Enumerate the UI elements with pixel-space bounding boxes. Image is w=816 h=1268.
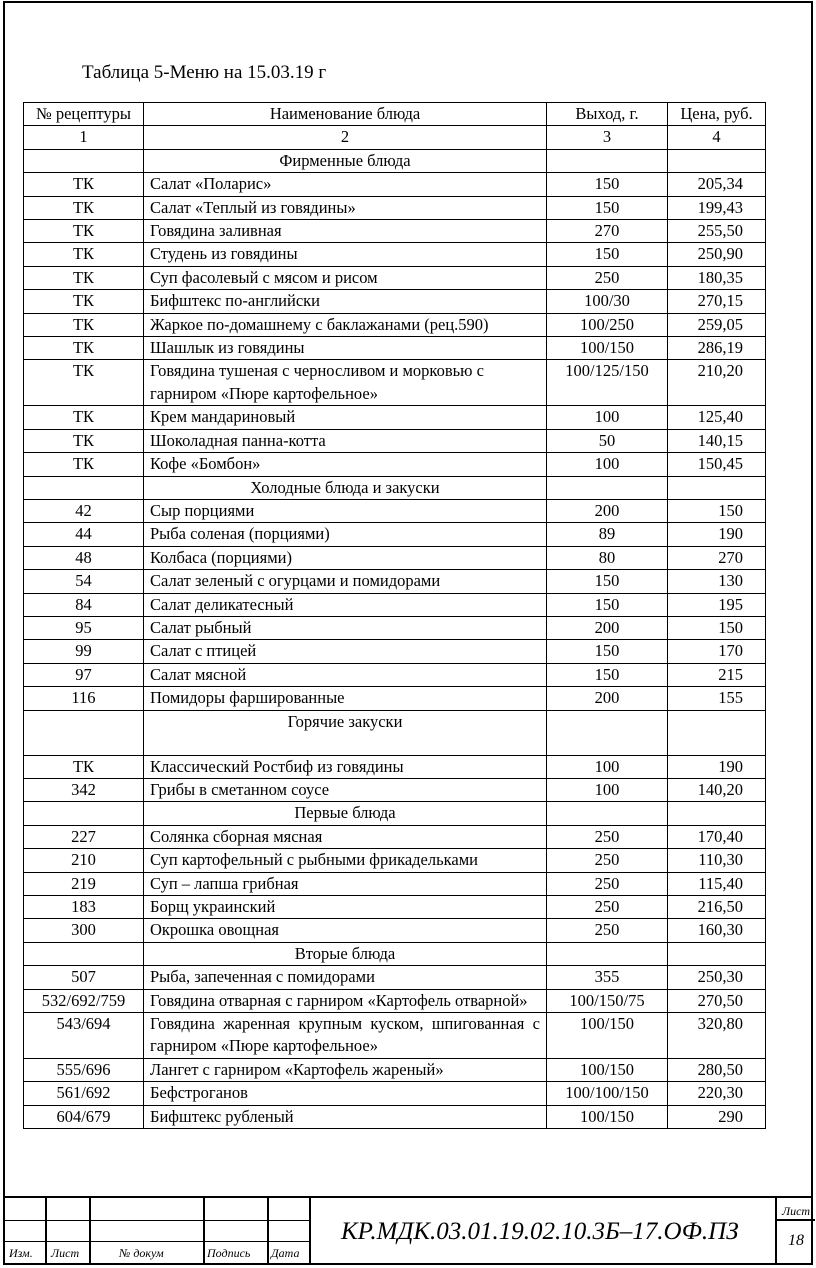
recipe-number: ТК bbox=[24, 755, 144, 778]
dish-name: Салат деликатесный bbox=[144, 593, 547, 616]
recipe-number: ТК bbox=[24, 173, 144, 196]
dish-output: 100/125/150 bbox=[547, 360, 668, 406]
stamp-label-sheet: Лист bbox=[51, 1246, 80, 1260]
section-empty-cell bbox=[668, 149, 766, 172]
dish-price: 270 bbox=[668, 546, 766, 569]
recipe-number: 183 bbox=[24, 896, 144, 919]
dish-output: 200 bbox=[547, 616, 668, 639]
dish-output: 150 bbox=[547, 196, 668, 219]
menu-item-row bbox=[24, 337, 766, 360]
dish-output: 150 bbox=[547, 570, 668, 593]
menu-item-row bbox=[24, 989, 766, 1012]
dish-output: 100 bbox=[547, 406, 668, 429]
dish-price: 190 bbox=[668, 523, 766, 546]
section-title: Горячие закуски bbox=[144, 710, 547, 755]
dish-price: 140,20 bbox=[668, 778, 766, 801]
section-title: Холодные блюда и закуски bbox=[144, 476, 547, 499]
dish-output: 150 bbox=[547, 663, 668, 686]
dish-output: 100 bbox=[547, 778, 668, 801]
dish-price: 150 bbox=[668, 499, 766, 522]
recipe-number: ТК bbox=[24, 360, 144, 406]
stamp-label-document: № докум bbox=[119, 1246, 164, 1260]
dish-name: Рыба, запеченная с помидорами bbox=[144, 966, 547, 989]
menu-item-row bbox=[24, 919, 766, 942]
dish-price: 195 bbox=[668, 593, 766, 616]
recipe-number: 84 bbox=[24, 593, 144, 616]
section-title: Вторые блюда bbox=[144, 942, 547, 965]
section-empty-cell bbox=[24, 476, 144, 499]
dish-price: 199,43 bbox=[668, 196, 766, 219]
menu-item-row bbox=[24, 570, 766, 593]
dish-output: 100 bbox=[547, 755, 668, 778]
stamp-divider bbox=[45, 1198, 47, 1265]
menu-item-row bbox=[24, 755, 766, 778]
sheet-label: Лист bbox=[781, 1204, 811, 1218]
dish-price: 216,50 bbox=[668, 896, 766, 919]
dish-price: 150,45 bbox=[668, 453, 766, 476]
recipe-number: 54 bbox=[24, 570, 144, 593]
stamp-divider bbox=[3, 1241, 309, 1242]
section-row bbox=[24, 942, 766, 965]
stamp-label-signature: Подпись bbox=[207, 1246, 251, 1260]
section-empty-cell bbox=[547, 149, 668, 172]
menu-item-row bbox=[24, 825, 766, 848]
column-number: 3 bbox=[547, 126, 668, 149]
menu-item-row bbox=[24, 1058, 766, 1081]
dish-price: 280,50 bbox=[668, 1058, 766, 1081]
dish-name: Помидоры фаршированные bbox=[144, 687, 547, 710]
dish-output: 355 bbox=[547, 966, 668, 989]
section-empty-cell bbox=[24, 942, 144, 965]
section-empty-cell bbox=[668, 802, 766, 825]
dish-price: 160,30 bbox=[668, 919, 766, 942]
recipe-number: 97 bbox=[24, 663, 144, 686]
section-empty-cell bbox=[24, 149, 144, 172]
title-block bbox=[3, 1196, 813, 1267]
menu-item-row bbox=[24, 663, 766, 686]
dish-name: Лангет с гарниром «Картофель жареный» bbox=[144, 1058, 547, 1081]
dish-output: 200 bbox=[547, 499, 668, 522]
section-title: Фирменные блюда bbox=[144, 149, 547, 172]
recipe-number: ТК bbox=[24, 290, 144, 313]
dish-price: 290 bbox=[668, 1105, 766, 1128]
column-number: 2 bbox=[144, 126, 547, 149]
recipe-number: 342 bbox=[24, 778, 144, 801]
recipe-number: 300 bbox=[24, 919, 144, 942]
recipe-number: ТК bbox=[24, 266, 144, 289]
dish-name: Говядина заливная bbox=[144, 220, 547, 243]
dish-name: Суп – лапша грибная bbox=[144, 872, 547, 895]
column-number: 4 bbox=[668, 126, 766, 149]
recipe-number: ТК bbox=[24, 196, 144, 219]
recipe-number: 219 bbox=[24, 872, 144, 895]
recipe-number: 44 bbox=[24, 523, 144, 546]
menu-item-row bbox=[24, 640, 766, 663]
dish-output: 270 bbox=[547, 220, 668, 243]
dish-name: Жаркое по-домашнему с баклажанами (рец.590) bbox=[144, 313, 547, 336]
dish-output: 100 bbox=[547, 453, 668, 476]
menu-item-row bbox=[24, 220, 766, 243]
stamp-divider bbox=[777, 1219, 815, 1221]
dish-name: Крем мандариновый bbox=[144, 406, 547, 429]
recipe-number: ТК bbox=[24, 337, 144, 360]
dish-name: Суп картофельный с рыбными фрикадельками bbox=[144, 849, 547, 872]
dish-name: Окрошка овощная bbox=[144, 919, 547, 942]
stamp-divider bbox=[203, 1198, 205, 1265]
dish-price: 286,19 bbox=[668, 337, 766, 360]
menu-item-row bbox=[24, 266, 766, 289]
dish-name: Салат «Поларис» bbox=[144, 173, 547, 196]
dish-name: Грибы в сметанном соусе bbox=[144, 778, 547, 801]
dish-name: Салат зеленый с огурцами и помидорами bbox=[144, 570, 547, 593]
dish-name: Салат с птицей bbox=[144, 640, 547, 663]
recipe-number: 210 bbox=[24, 849, 144, 872]
stamp-divider bbox=[89, 1198, 91, 1265]
dish-name: Салат мясной bbox=[144, 663, 547, 686]
column-number-row bbox=[24, 126, 766, 149]
dish-price: 250,90 bbox=[668, 243, 766, 266]
dish-price: 220,30 bbox=[668, 1082, 766, 1105]
dish-output: 100/100/150 bbox=[547, 1082, 668, 1105]
menu-item-row bbox=[24, 173, 766, 196]
dish-name: Рыба соленая (порциями) bbox=[144, 523, 547, 546]
section-empty-cell bbox=[547, 710, 668, 755]
dish-output: 250 bbox=[547, 896, 668, 919]
dish-price: 130 bbox=[668, 570, 766, 593]
dish-price: 205,34 bbox=[668, 173, 766, 196]
menu-item-row bbox=[24, 546, 766, 569]
dish-price: 140,15 bbox=[668, 429, 766, 452]
menu-table bbox=[23, 102, 766, 1129]
dish-output: 200 bbox=[547, 687, 668, 710]
dish-output: 80 bbox=[547, 546, 668, 569]
recipe-number: 227 bbox=[24, 825, 144, 848]
section-row bbox=[24, 476, 766, 499]
menu-item-row bbox=[24, 896, 766, 919]
recipe-number: ТК bbox=[24, 429, 144, 452]
dish-name: Салат рыбный bbox=[144, 616, 547, 639]
recipe-number: ТК bbox=[24, 406, 144, 429]
dish-price: 190 bbox=[668, 755, 766, 778]
dish-price: 170,40 bbox=[668, 825, 766, 848]
dish-output: 150 bbox=[547, 173, 668, 196]
dish-output: 100/150 bbox=[547, 1013, 668, 1059]
recipe-number: 116 bbox=[24, 687, 144, 710]
dish-name: Классический Ростбиф из говядины bbox=[144, 755, 547, 778]
dish-name: Говядина тушеная с черносливом и морковью с гарниром «Пюре картофельное» bbox=[144, 360, 547, 406]
document-code: КР.МДК.03.01.19.02.10.3Б–17.ОФ.ПЗ bbox=[341, 1218, 739, 1245]
menu-item-row bbox=[24, 523, 766, 546]
stamp-label-change: Изм. bbox=[9, 1246, 33, 1260]
menu-item-row bbox=[24, 966, 766, 989]
recipe-number: 507 bbox=[24, 966, 144, 989]
recipe-number: 555/696 bbox=[24, 1058, 144, 1081]
dish-price: 210,20 bbox=[668, 360, 766, 406]
stamp-divider bbox=[267, 1198, 269, 1265]
menu-item-row bbox=[24, 1105, 766, 1128]
stamp-divider bbox=[3, 1220, 309, 1221]
menu-item-row bbox=[24, 360, 766, 406]
sheet-number: 18 bbox=[788, 1232, 804, 1249]
header-name: Наименование блюда bbox=[144, 103, 547, 126]
table-caption: Таблица 5-Меню на 15.03.19 г bbox=[82, 62, 327, 83]
dish-price: 270,50 bbox=[668, 989, 766, 1012]
section-empty-cell bbox=[668, 942, 766, 965]
menu-item-row bbox=[24, 290, 766, 313]
menu-item-row bbox=[24, 406, 766, 429]
dish-output: 100/150 bbox=[547, 1105, 668, 1128]
section-empty-cell bbox=[668, 710, 766, 755]
dish-price: 255,50 bbox=[668, 220, 766, 243]
menu-item-row bbox=[24, 313, 766, 336]
recipe-number: 532/692/759 bbox=[24, 989, 144, 1012]
dish-name: Бефстроганов bbox=[144, 1082, 547, 1105]
dish-price: 215 bbox=[668, 663, 766, 686]
recipe-number: 95 bbox=[24, 616, 144, 639]
menu-item-row bbox=[24, 243, 766, 266]
section-row bbox=[24, 802, 766, 825]
dish-price: 155 bbox=[668, 687, 766, 710]
dish-price: 150 bbox=[668, 616, 766, 639]
section-empty-cell bbox=[547, 802, 668, 825]
section-empty-cell bbox=[24, 710, 144, 755]
header-price: Цена, руб. bbox=[668, 103, 766, 126]
dish-name: Салат «Теплый из говядины» bbox=[144, 196, 547, 219]
dish-output: 150 bbox=[547, 593, 668, 616]
menu-item-row bbox=[24, 1013, 766, 1059]
recipe-number: ТК bbox=[24, 313, 144, 336]
menu-item-row bbox=[24, 593, 766, 616]
dish-output: 250 bbox=[547, 849, 668, 872]
menu-item-row bbox=[24, 778, 766, 801]
section-empty-cell bbox=[24, 802, 144, 825]
column-number: 1 bbox=[24, 126, 144, 149]
dish-name: Суп фасолевый с мясом и рисом bbox=[144, 266, 547, 289]
menu-item-row bbox=[24, 453, 766, 476]
dish-output: 100/250 bbox=[547, 313, 668, 336]
dish-output: 150 bbox=[547, 640, 668, 663]
section-empty-cell bbox=[547, 476, 668, 499]
dish-price: 125,40 bbox=[668, 406, 766, 429]
dish-price: 320,80 bbox=[668, 1013, 766, 1059]
dish-price: 259,05 bbox=[668, 313, 766, 336]
dish-output: 250 bbox=[547, 872, 668, 895]
recipe-number: ТК bbox=[24, 243, 144, 266]
menu-item-row bbox=[24, 872, 766, 895]
dish-output: 50 bbox=[547, 429, 668, 452]
stamp-divider bbox=[309, 1198, 311, 1265]
dish-price: 115,40 bbox=[668, 872, 766, 895]
dish-output: 150 bbox=[547, 243, 668, 266]
dish-output: 89 bbox=[547, 523, 668, 546]
header-output: Выход, г. bbox=[547, 103, 668, 126]
menu-item-row bbox=[24, 616, 766, 639]
dish-output: 100/30 bbox=[547, 290, 668, 313]
dish-output: 250 bbox=[547, 825, 668, 848]
dish-name: Сыр порциями bbox=[144, 499, 547, 522]
dish-name: Студень из говядины bbox=[144, 243, 547, 266]
dish-name: Говядина отварная с гарниром «Картофель отварной» bbox=[144, 989, 547, 1012]
section-empty-cell bbox=[668, 476, 766, 499]
dish-output: 100/150 bbox=[547, 1058, 668, 1081]
dish-name: Бифштекс по-английски bbox=[144, 290, 547, 313]
dish-name: Говядина жаренная крупным куском, шпигованная с гарниром «Пюре картофельное» bbox=[144, 1013, 547, 1059]
dish-name: Бифштекс рубленый bbox=[144, 1105, 547, 1128]
section-title: Первые блюда bbox=[144, 802, 547, 825]
dish-name: Борщ украинский bbox=[144, 896, 547, 919]
dish-price: 270,15 bbox=[668, 290, 766, 313]
menu-item-row bbox=[24, 499, 766, 522]
recipe-number: ТК bbox=[24, 453, 144, 476]
dish-price: 170 bbox=[668, 640, 766, 663]
recipe-number: 99 bbox=[24, 640, 144, 663]
dish-name: Кофе «Бомбон» bbox=[144, 453, 547, 476]
recipe-number: 604/679 bbox=[24, 1105, 144, 1128]
header-recipe: № рецептуры bbox=[24, 103, 144, 126]
dish-price: 250,30 bbox=[668, 966, 766, 989]
section-empty-cell bbox=[547, 942, 668, 965]
recipe-number: 42 bbox=[24, 499, 144, 522]
menu-item-row bbox=[24, 1082, 766, 1105]
dish-output: 250 bbox=[547, 919, 668, 942]
dish-output: 250 bbox=[547, 266, 668, 289]
menu-item-row bbox=[24, 687, 766, 710]
dish-name: Солянка сборная мясная bbox=[144, 825, 547, 848]
dish-name: Колбаса (порциями) bbox=[144, 546, 547, 569]
dish-name: Шашлык из говядины bbox=[144, 337, 547, 360]
dish-output: 100/150 bbox=[547, 337, 668, 360]
menu-item-row bbox=[24, 196, 766, 219]
menu-item-row bbox=[24, 849, 766, 872]
dish-output: 100/150/75 bbox=[547, 989, 668, 1012]
recipe-number: ТК bbox=[24, 220, 144, 243]
dish-price: 180,35 bbox=[668, 266, 766, 289]
dish-name: Шоколадная панна-котта bbox=[144, 429, 547, 452]
menu-item-row bbox=[24, 429, 766, 452]
header-row bbox=[24, 103, 766, 126]
section-row bbox=[24, 149, 766, 172]
recipe-number: 561/692 bbox=[24, 1082, 144, 1105]
sheet-box bbox=[775, 1198, 815, 1265]
section-row bbox=[24, 710, 766, 755]
dish-price: 110,30 bbox=[668, 849, 766, 872]
recipe-number: 543/694 bbox=[24, 1013, 144, 1059]
stamp-label-date: Дата bbox=[271, 1246, 300, 1260]
recipe-number: 48 bbox=[24, 546, 144, 569]
